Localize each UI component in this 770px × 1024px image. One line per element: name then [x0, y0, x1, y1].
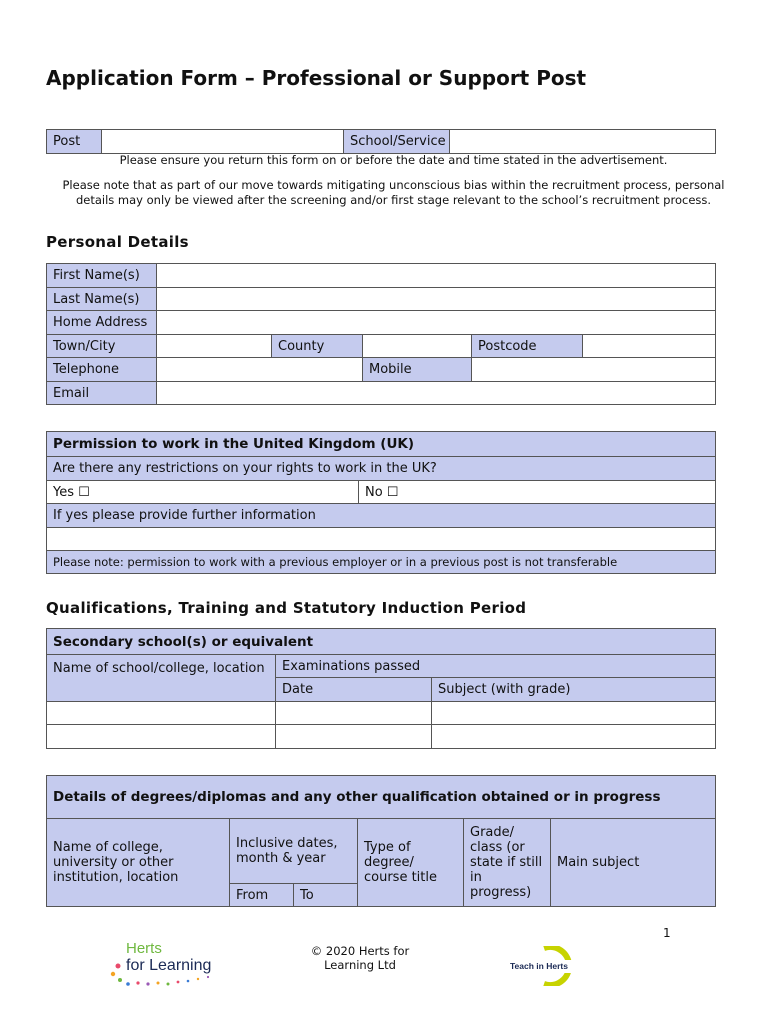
mobile-label: Mobile [363, 358, 472, 382]
return-date-note: Please ensure you return this form on or before the date and time stated in the advertisement. [119, 153, 668, 167]
postcode-field[interactable] [583, 335, 716, 358]
no-checkbox[interactable]: No ☐ [359, 481, 716, 504]
degrees-heading: Details of degrees/diplomas and any other qualification obtained or in progress [47, 776, 716, 819]
school-name-col-header: Name of school/college, location [47, 655, 276, 702]
degrees-table [46, 775, 716, 907]
permission-note: Please note: permission to work with a previous employer or in a previous post is not transferable [47, 551, 716, 574]
institution-col-header: Name of college, university or other institution, location [47, 819, 230, 907]
degree-type-header: Type of degree/ course title [358, 819, 464, 907]
page-title: Application Form – Professional or Support Post [46, 66, 587, 90]
logo-herts-word: Herts [126, 940, 162, 957]
county-field[interactable] [363, 335, 472, 358]
first-name-label: First Name(s) [47, 264, 157, 288]
exam-date-cell[interactable] [276, 725, 432, 749]
email-label: Email [47, 382, 157, 405]
post-table [46, 129, 716, 154]
personal-details-heading: Personal Details [46, 233, 189, 251]
exam-date-header: Date [276, 678, 432, 702]
town-city-field[interactable] [157, 335, 272, 358]
last-name-label: Last Name(s) [47, 288, 157, 311]
main-subject-header: Main subject [551, 819, 716, 907]
school-service-label: School/Service [344, 130, 450, 154]
logo-dots-icon [106, 940, 236, 990]
further-info-label: If yes please provide further information [47, 504, 716, 528]
town-city-label: Town/City [47, 335, 157, 358]
school-name-cell[interactable] [47, 725, 276, 749]
qualifications-heading: Qualifications, Training and Statutory Induction Period [46, 599, 527, 617]
post-field[interactable] [102, 130, 344, 154]
email-field[interactable] [157, 382, 716, 405]
teach-in-herts-logo [508, 946, 580, 986]
further-info-field[interactable] [47, 528, 716, 551]
exams-passed-header: Examinations passed [276, 655, 716, 678]
home-address-field[interactable] [157, 311, 716, 335]
personal-details-table [46, 263, 716, 405]
permission-heading: Permission to work in the United Kingdom (UK) [47, 432, 716, 457]
exam-date-cell[interactable] [276, 702, 432, 725]
school-name-cell[interactable] [47, 702, 276, 725]
herts-for-learning-logo [106, 940, 236, 990]
permission-table [46, 431, 716, 574]
copyright-text: © 2020 Herts for Learning Ltd [310, 944, 410, 972]
exam-subject-cell[interactable] [432, 702, 716, 725]
teach-in-herts-text: Teach in Herts [510, 961, 568, 971]
home-address-label: Home Address [47, 311, 157, 335]
county-label: County [272, 335, 363, 358]
mobile-field[interactable] [472, 358, 716, 382]
last-name-field[interactable] [157, 288, 716, 311]
from-date-header: From [230, 884, 294, 907]
telephone-label: Telephone [47, 358, 157, 382]
post-label: Post [47, 130, 102, 154]
first-name-field[interactable] [157, 264, 716, 288]
exam-subject-header: Subject (with grade) [432, 678, 716, 702]
exam-subject-cell[interactable] [432, 725, 716, 749]
telephone-field[interactable] [157, 358, 363, 382]
grade-header: Grade/ class (or state if still in progress) [464, 819, 551, 907]
logo-for-learning-word: for Learning [126, 957, 212, 974]
school-service-field[interactable] [450, 130, 716, 154]
yes-checkbox[interactable]: Yes ☐ [47, 481, 359, 504]
secondary-school-table [46, 628, 716, 749]
inclusive-dates-header: Inclusive dates, month & year [230, 819, 358, 884]
postcode-label: Postcode [472, 335, 583, 358]
restrictions-question: Are there any restrictions on your rights to work in the UK? [47, 457, 716, 481]
page-number: 1 [663, 926, 671, 940]
secondary-school-heading: Secondary school(s) or equivalent [47, 629, 716, 655]
bias-note: Please note that as part of our move towards mitigating unconscious bias within the recruitment process, personal details may only be viewed after the screening and/or first stage relevant to the school’s recruitment process. [62, 178, 725, 207]
to-date-header: To [294, 884, 358, 907]
